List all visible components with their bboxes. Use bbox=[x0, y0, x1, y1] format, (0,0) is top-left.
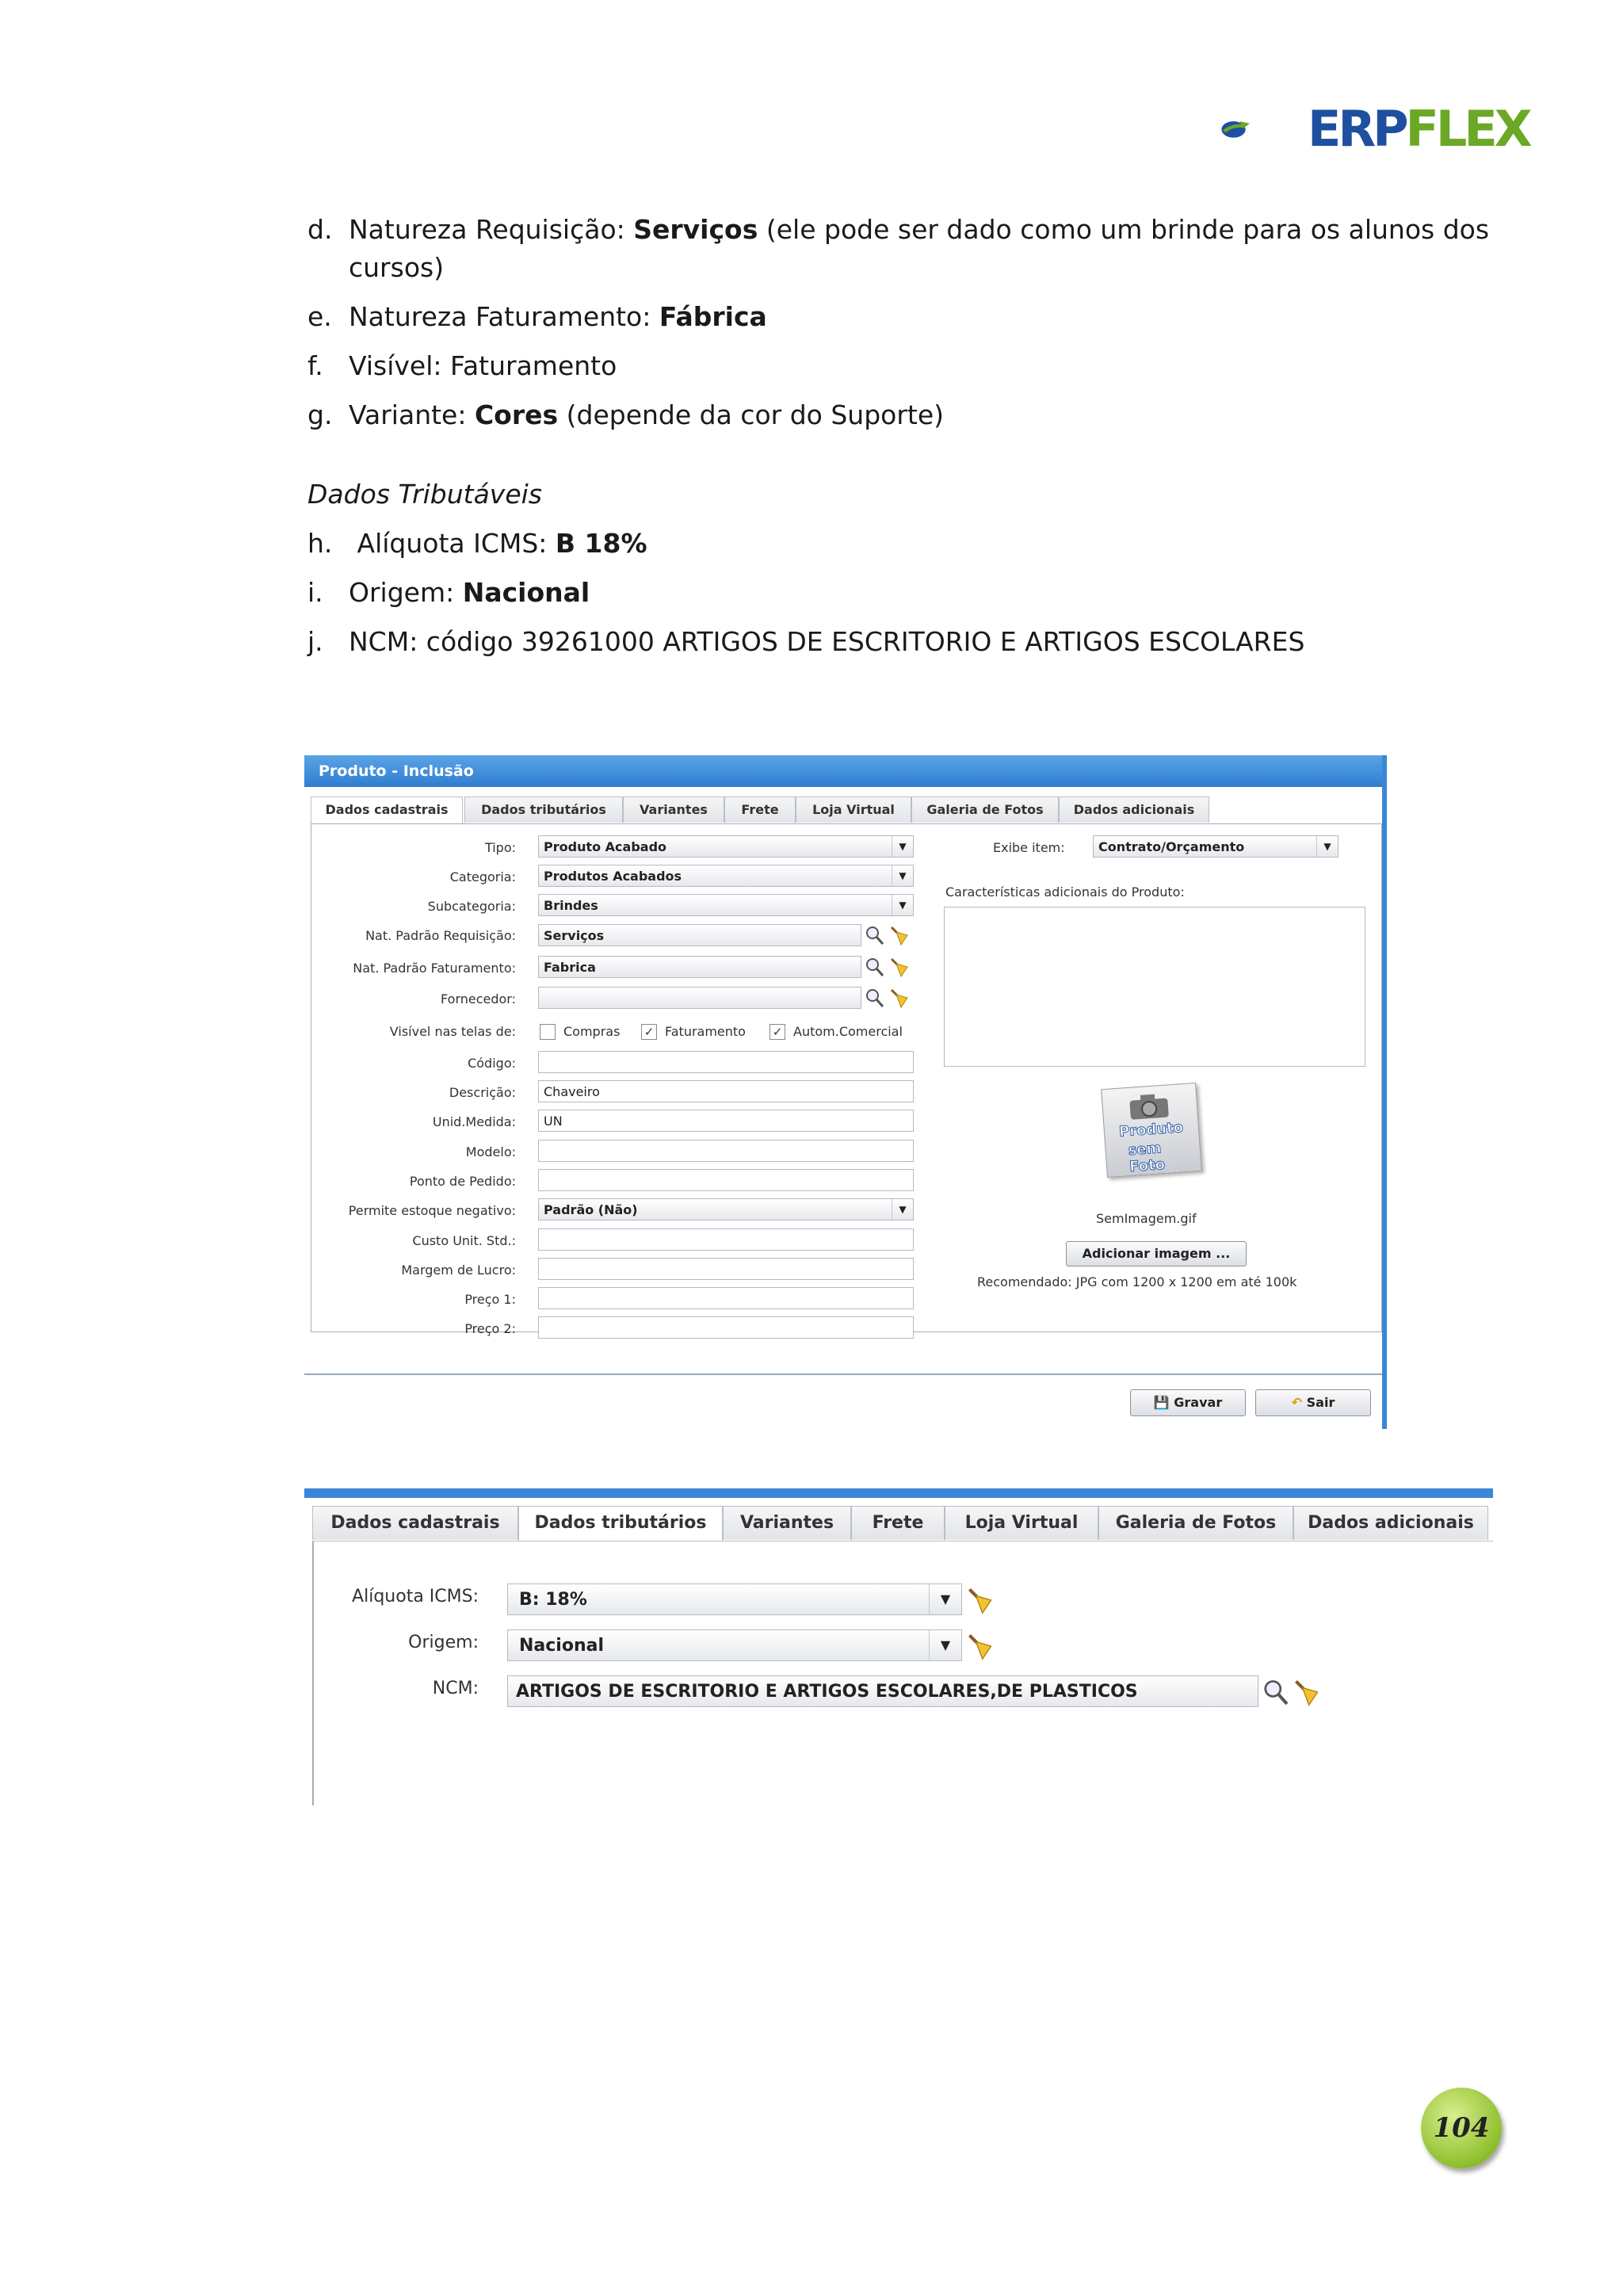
erpflex-logo-text: ERPFLEX bbox=[1308, 100, 1529, 158]
label-column bbox=[318, 824, 516, 1336]
tab-dados-tributarios[interactable]: Dados tributários bbox=[518, 1506, 723, 1541]
search-icon[interactable] bbox=[863, 987, 885, 1009]
autom-comercial-checkbox[interactable]: ✓ bbox=[769, 1024, 785, 1040]
tab-dados-cadastrais[interactable]: Dados cadastrais bbox=[312, 1506, 518, 1540]
field-label: Tipo: bbox=[484, 840, 516, 855]
broom-clear-icon[interactable] bbox=[888, 924, 911, 946]
ncm-label: NCM: bbox=[432, 1679, 479, 1698]
margem-lucro-input[interactable] bbox=[538, 1258, 914, 1280]
field-label: Modelo: bbox=[465, 1144, 516, 1159]
caracteristicas-textarea[interactable] bbox=[944, 907, 1365, 1067]
footer-divider bbox=[304, 1373, 1382, 1375]
photo-placeholder bbox=[1101, 1083, 1202, 1178]
field-label: Margem de Lucro: bbox=[401, 1263, 516, 1278]
save-button[interactable]: 💾 Gravar bbox=[1130, 1389, 1246, 1416]
field-label: Preço 2: bbox=[464, 1321, 516, 1336]
broom-clear-icon[interactable] bbox=[888, 987, 911, 1009]
field-label: Ponto de Pedido: bbox=[409, 1174, 516, 1189]
compras-checkbox[interactable] bbox=[540, 1024, 556, 1040]
panel-top-bar bbox=[304, 1488, 1493, 1498]
form-panel bbox=[311, 823, 1382, 1336]
tab-variantes[interactable]: Variantes bbox=[623, 797, 724, 823]
chevron-down-icon: ▼ bbox=[892, 895, 913, 915]
field-label: Descrição: bbox=[449, 1085, 516, 1100]
exibe-item-label: Exibe item: bbox=[993, 840, 1065, 855]
field-label: Nat. Padrão Faturamento: bbox=[353, 961, 516, 976]
custo-unit-input[interactable] bbox=[538, 1228, 914, 1251]
search-icon[interactable] bbox=[863, 956, 885, 978]
tipo-select[interactable]: Produto Acabado ▼ bbox=[538, 835, 914, 858]
tab-dados-adicionais[interactable]: Dados adicionais bbox=[1293, 1506, 1488, 1540]
list-item-e: e. Natureza Faturamento: Fábrica bbox=[307, 301, 767, 332]
photo-text: sem Foto bbox=[1127, 1140, 1166, 1176]
camera-icon bbox=[1126, 1090, 1172, 1121]
product-inclusion-window bbox=[304, 755, 1387, 1429]
chevron-down-icon: ▼ bbox=[892, 865, 913, 886]
tab-loja-virtual[interactable]: Loja Virtual bbox=[945, 1506, 1098, 1540]
tab-dados-tributarios[interactable]: Dados tributários bbox=[464, 797, 623, 823]
origem-label: Origem: bbox=[408, 1633, 479, 1652]
tax-data-panel bbox=[304, 1488, 1493, 1805]
chevron-down-icon: ▼ bbox=[892, 1199, 913, 1220]
list-item-g: g. Variante: Cores (depende da cor do Suporte) bbox=[307, 399, 945, 430]
photo-text: Produto bbox=[1118, 1119, 1184, 1140]
descricao-input[interactable]: Chaveiro bbox=[538, 1080, 914, 1102]
list-item-d: d. Natureza Requisição: Serviços (ele pode ser dado como um brinde para os alunos dos bbox=[307, 214, 1490, 245]
fornecedor-field[interactable] bbox=[538, 987, 861, 1009]
preco-1-input[interactable] bbox=[538, 1287, 914, 1309]
search-icon[interactable] bbox=[1260, 1677, 1290, 1707]
search-icon[interactable] bbox=[863, 924, 885, 946]
preco-2-input[interactable] bbox=[538, 1316, 914, 1339]
field-label: Código: bbox=[468, 1056, 516, 1071]
tab-variantes[interactable]: Variantes bbox=[723, 1506, 851, 1540]
image-filename: SemImagem.gif bbox=[1096, 1211, 1197, 1226]
field-label: Unid.Medida: bbox=[432, 1114, 516, 1129]
chevron-down-icon: ▼ bbox=[1316, 836, 1338, 857]
checkbox-label: Autom.Comercial bbox=[793, 1024, 903, 1039]
nat-faturamento-field[interactable]: Fabrica bbox=[538, 956, 861, 978]
chevron-down-icon: ▼ bbox=[929, 1630, 961, 1660]
list-item-j: j. NCM: código 39261000 ARTIGOS DE ESCRITORIO E ARTIGOS ESCOLARES bbox=[307, 626, 1305, 657]
categoria-select[interactable]: Produtos Acabados ▼ bbox=[538, 865, 914, 887]
checkbox-label: Compras bbox=[563, 1024, 621, 1039]
field-label: Subcategoria: bbox=[427, 899, 516, 914]
field-label: Categoria: bbox=[449, 869, 516, 884]
estoque-negativo-select[interactable]: Padrão (Não) ▼ bbox=[538, 1198, 914, 1221]
list-item-i: i. Origem: Nacional bbox=[307, 577, 590, 608]
nat-requisicao-field[interactable]: Serviços bbox=[538, 924, 861, 946]
exit-button[interactable]: ↶ Sair bbox=[1255, 1389, 1371, 1416]
aliquota-label: Alíquota ICMS: bbox=[352, 1587, 479, 1606]
window-right-border bbox=[1382, 755, 1387, 1429]
origem-select[interactable]: Nacional ▼ bbox=[507, 1629, 962, 1661]
broom-clear-icon[interactable] bbox=[965, 1631, 995, 1661]
broom-clear-icon[interactable] bbox=[888, 956, 911, 978]
list-item-h: h. Alíquota ICMS: B 18% bbox=[307, 528, 647, 559]
tab-dados-adicionais[interactable]: Dados adicionais bbox=[1059, 797, 1209, 823]
checkbox-label: Faturamento bbox=[665, 1024, 746, 1039]
window-title-bar: Produto - Inclusão bbox=[304, 755, 1387, 787]
tab-loja-virtual[interactable]: Loja Virtual bbox=[796, 797, 911, 823]
field-label: Permite estoque negativo: bbox=[348, 1203, 516, 1218]
section-title: Dados Tributáveis bbox=[307, 479, 543, 510]
tab-frete[interactable]: Frete bbox=[724, 797, 796, 823]
ponto-de-pedido-input[interactable] bbox=[538, 1169, 914, 1191]
ncm-field[interactable]: ARTIGOS DE ESCRITORIO E ARTIGOS ESCOLARES,DE PLASTICOS bbox=[507, 1675, 1258, 1707]
panel-left-border bbox=[312, 1541, 314, 1805]
field-label: Fornecedor: bbox=[441, 991, 516, 1007]
field-label: Visível nas telas de: bbox=[389, 1024, 516, 1039]
tab-galeria-de-fotos[interactable]: Galeria de Fotos bbox=[1098, 1506, 1293, 1540]
floppy-disk-icon: 💾 bbox=[1153, 1395, 1170, 1410]
add-image-button[interactable]: Adicionar imagem ... bbox=[1066, 1241, 1247, 1266]
exibe-item-select[interactable]: Contrato/Orçamento ▼ bbox=[1093, 835, 1338, 858]
faturamento-checkbox[interactable]: ✓ bbox=[641, 1024, 657, 1040]
field-label: Nat. Padrão Requisição: bbox=[365, 928, 516, 943]
field-label: Custo Unit. Std.: bbox=[412, 1233, 516, 1248]
codigo-input[interactable] bbox=[538, 1051, 914, 1073]
subcategoria-select[interactable]: Brindes ▼ bbox=[538, 894, 914, 916]
image-recommendation: Recomendado: JPG com 1200 x 1200 em até 100k bbox=[977, 1274, 1297, 1289]
page-number: 104 bbox=[1421, 2088, 1502, 2168]
undo-arrow-icon: ↶ bbox=[1291, 1395, 1303, 1410]
list-item-f: f. Visível: Faturamento bbox=[307, 350, 617, 381]
chevron-down-icon: ▼ bbox=[892, 836, 913, 857]
list-item-d-continuation: cursos) bbox=[349, 252, 445, 283]
aliquota-select[interactable]: B: 18% ▼ bbox=[507, 1584, 962, 1615]
tab-frete[interactable]: Frete bbox=[851, 1506, 945, 1540]
erpflex-logo-mark bbox=[1220, 101, 1308, 157]
tab-galeria-de-fotos[interactable]: Galeria de Fotos bbox=[911, 797, 1059, 823]
tab-dados-cadastrais[interactable]: Dados cadastrais bbox=[311, 797, 463, 824]
broom-clear-icon[interactable] bbox=[965, 1585, 995, 1615]
caracteristicas-label: Características adicionais do Produto: bbox=[945, 884, 1185, 900]
modelo-input[interactable] bbox=[538, 1140, 914, 1162]
broom-clear-icon[interactable] bbox=[1292, 1677, 1322, 1707]
field-label: Preço 1: bbox=[464, 1292, 516, 1307]
chevron-down-icon: ▼ bbox=[929, 1584, 961, 1614]
unid-medida-input[interactable]: UN bbox=[538, 1110, 914, 1132]
